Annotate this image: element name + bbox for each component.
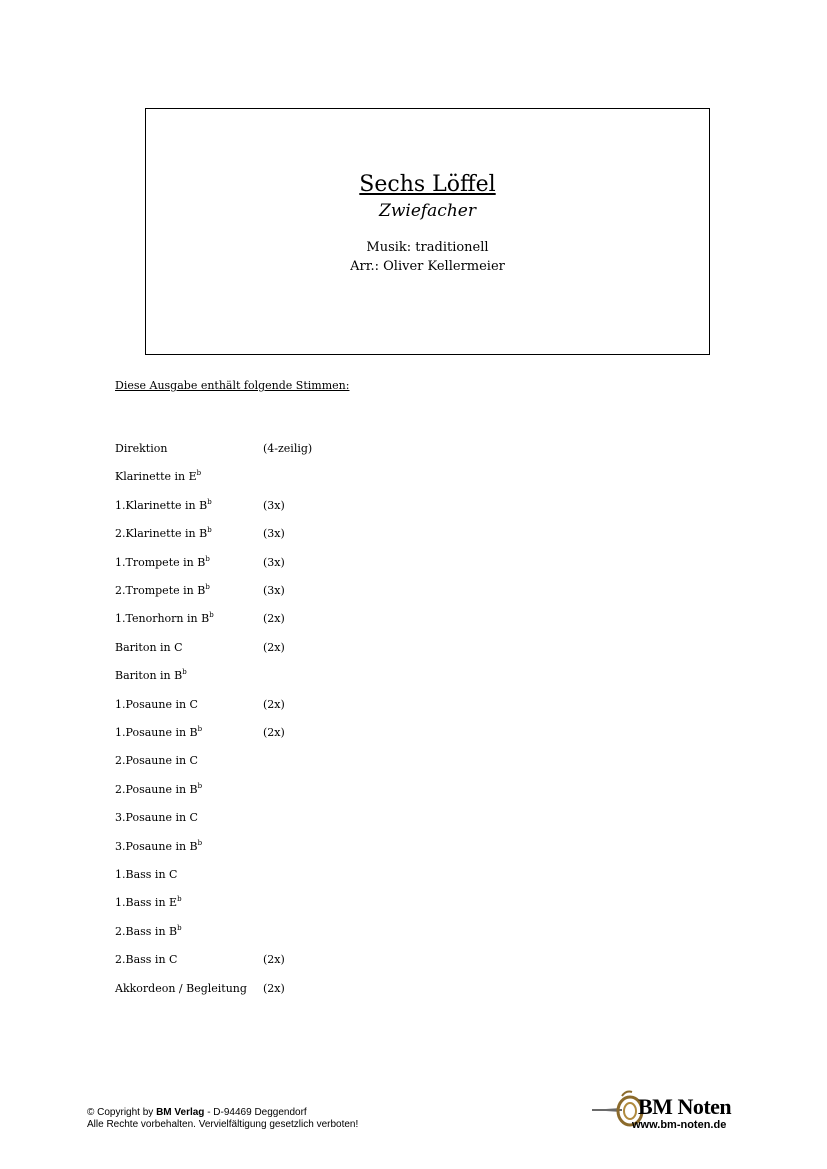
part-name: 1.Bass in $E^b$ — [115, 895, 182, 910]
flat-sign: b — [177, 923, 182, 932]
parts-heading: Diese Ausgabe enthält folgende Stimmen: — [115, 379, 350, 392]
part-name: 2.Bass in C — [115, 953, 178, 967]
part-count: (3x) — [263, 527, 285, 541]
part-name: 2.Posaune in C — [115, 754, 198, 768]
flat-sign: b — [177, 895, 182, 904]
part-name: Bariton in $B^b$ — [115, 668, 187, 683]
flat-sign: b — [196, 469, 202, 478]
publisher-name: BM Verlag — [156, 1107, 205, 1118]
part-name: 2.Klarinette in $B^b$ — [115, 526, 212, 541]
rights-line: Alle Rechte vorbehalten. Vervielfältigung gesetzlich verboten! — [87, 1119, 359, 1130]
part-count: (2x) — [263, 953, 285, 967]
piece-title: Sechs Löffel — [359, 172, 496, 197]
arranger-credit: Arr.: Oliver Kellermeier — [350, 259, 505, 274]
part-name: 1.Klarinette in $B^b$ — [115, 497, 212, 512]
part-name: Direktion — [115, 442, 168, 455]
part-name: 1.Trompete in $B^b$ — [115, 554, 210, 569]
part-name: 1.Tenorhorn in $B^b$ — [115, 611, 214, 626]
flat-sign: b — [197, 781, 203, 790]
part-name: 1.Posaune in $B^b$ — [115, 725, 203, 739]
flat-sign: b — [182, 668, 187, 677]
flat-sign: b — [207, 526, 212, 535]
part-count: (3x) — [263, 498, 285, 512]
piece-subtitle: Zwiefacher — [379, 201, 476, 221]
flat-sign: b — [197, 725, 203, 733]
part-name: Akkordeon / Begleitung — [115, 981, 247, 995]
part-count: (3x) — [263, 555, 285, 569]
flat-sign: b — [197, 838, 203, 847]
part-count: (2x) — [263, 640, 285, 654]
part-name: 2.Bass in $B^b$ — [115, 923, 182, 938]
part-name: 2.Posaune in $B^b$ — [115, 781, 203, 796]
part-name: 3.Posaune in $B^b$ — [115, 838, 203, 853]
flat-sign: b — [209, 611, 214, 620]
part-name: 1.Bass in C — [115, 868, 178, 881]
part-count: (4-zeilig) — [263, 442, 313, 455]
part-name: 3.Posaune in C — [115, 811, 198, 825]
part-count: (2x) — [263, 612, 285, 626]
part-name: 1.Posaune in C — [115, 697, 198, 711]
part-count: (2x) — [263, 697, 285, 711]
part-count: (2x) — [263, 726, 285, 739]
logo-url: www.bm-noten.de — [632, 1119, 727, 1131]
part-count: (2x) — [263, 981, 285, 995]
part-name: Bariton in C — [115, 640, 183, 654]
part-name: Klarinette in $E^b$ — [115, 469, 202, 484]
flat-sign: b — [207, 497, 212, 506]
composer-credit: Musik: traditionell — [366, 240, 489, 255]
copyright-line: © Copyright by BM Verlag - D-94469 Deggendorf — [87, 1107, 307, 1118]
flat-sign: b — [205, 554, 210, 563]
part-name: 2.Trompete in $B^b$ — [115, 583, 210, 597]
part-count: (3x) — [263, 584, 285, 597]
copyright-notice — [87, 1107, 358, 1131]
logo-text: BM Noten — [638, 1094, 732, 1119]
publisher-logo — [592, 1088, 742, 1132]
flat-sign: b — [205, 583, 210, 591]
title-box — [145, 108, 710, 355]
